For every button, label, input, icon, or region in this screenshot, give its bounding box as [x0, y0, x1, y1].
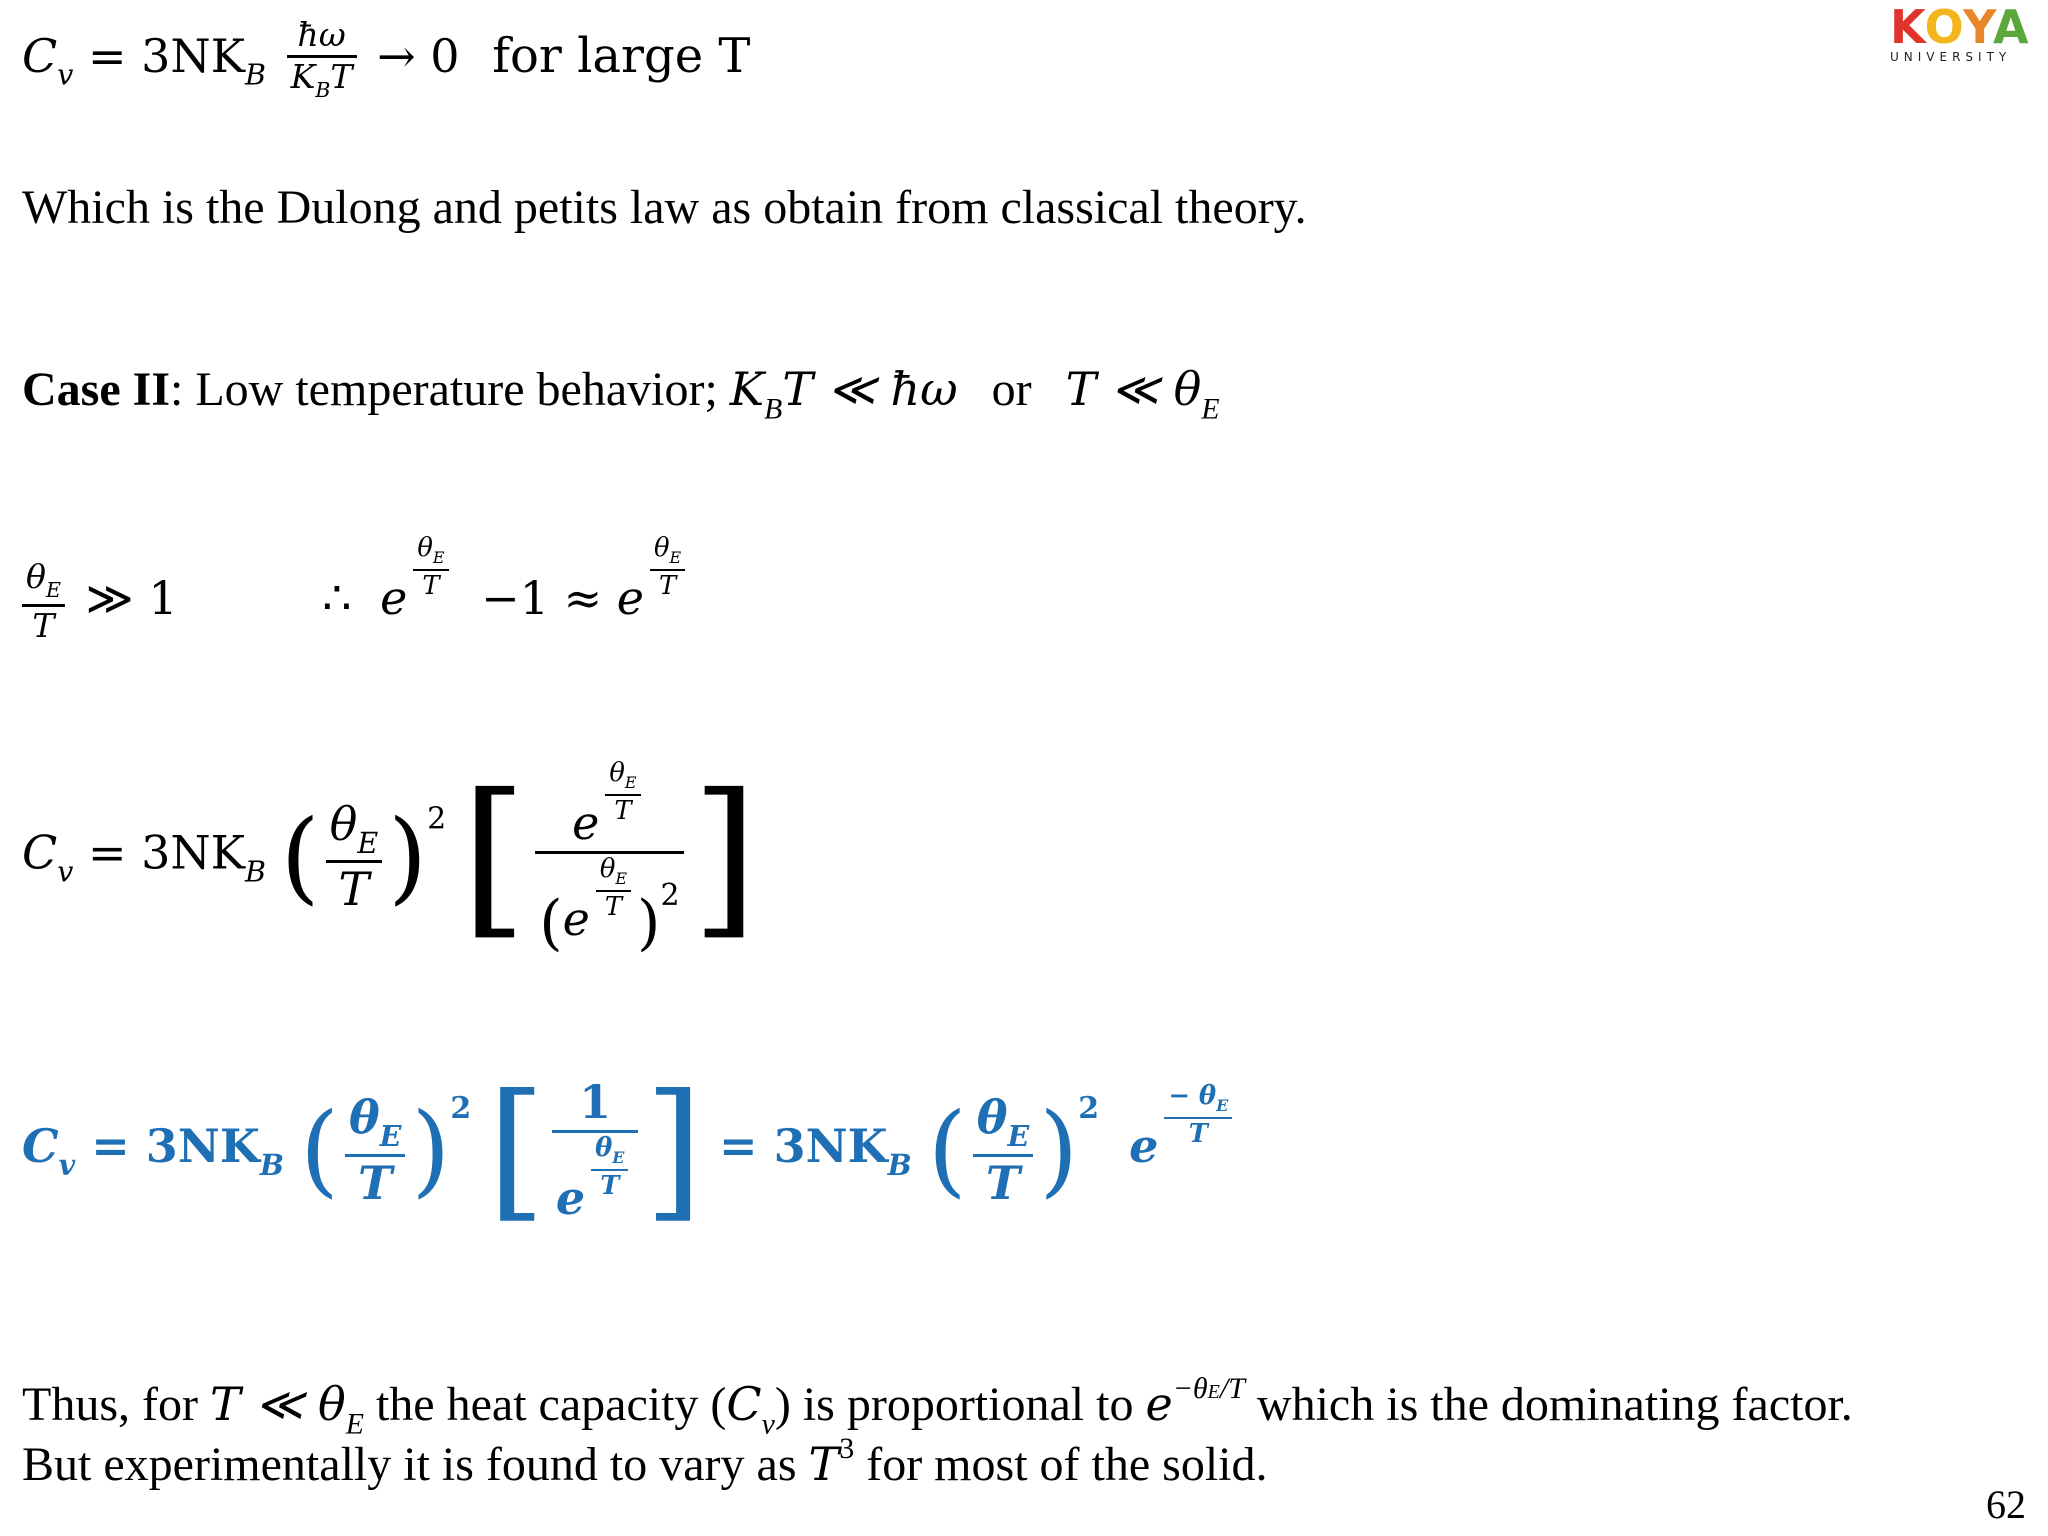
- case-ii-heading: Case II: Low temperature behavior; $K_BT$ ≪ ħω or T ≪ $\theta_E$: [22, 362, 1220, 426]
- logo-letter-sun: O: [1924, 0, 1964, 54]
- equation-cv-general: $C_v = 3NK_B$ ( $\frac{\theta_E}{T}$ )$^2$ [ e $\frac{\theta_E}{T}$ (e $\frac{\theta_E}{T}$ )$^2$ ]: [22, 757, 758, 959]
- logo-letter: Y: [1963, 0, 1993, 54]
- dulong-petit-text: Which is the Dulong and petits law as obtain from classical theory.: [22, 181, 1307, 234]
- logo-subtitle: UNIVERSITY: [1890, 50, 2012, 64]
- conclusion-line-1: Thus, for T ≪ $\theta_E$ the heat capacity $(C_v)$ is proportional to $e^{-\theta E/T}$ which is the dominating factor.: [22, 1372, 1853, 1441]
- logo-letter: A: [1992, 0, 2030, 54]
- page-number: 62: [1986, 1482, 2026, 1527]
- approximation-line: $\frac{\theta_E}{T}$ ≫ 1 ∴ e $\frac{\theta_E}{T}$ −1 ≈ e $\frac{\theta_E}{T}$: [22, 535, 691, 644]
- fraction-exponential: e $\frac{\theta_E}{T}$ (e $\frac{\theta_E}{T}$ )$^2$: [535, 760, 683, 953]
- fraction-thetaE-over-T: $\frac{\theta_E}{T}$: [22, 560, 65, 644]
- fraction-hw-over-kbt: $\frac{ħ\omega}{K_BT}$: [287, 18, 357, 102]
- equation-cv-large-t: $C_v = 3NK_B$ $\frac{ħ\omega}{K_BT}$ → 0 for large T: [22, 15, 751, 103]
- logo-letter: K: [1890, 0, 1925, 54]
- conclusion-line-2: But experimentally it is found to vary as $T^3$ for most of the solid.: [22, 1432, 1268, 1491]
- koya-university-logo: [1890, 0, 2042, 66]
- logo-wordmark: [1890, 0, 2042, 54]
- equation-cv-low-t-result: $C_v = 3NK_B$ ( $\frac{\theta_E}{T}$ )$^2$ [ 1 e $\frac{\theta_E}{T}$ ] = $3NK_B$ ( $\frac{\theta_E}{T}$ )$^2$ e $\frac{- \theta_E}{T}$: [22, 1075, 1238, 1225]
